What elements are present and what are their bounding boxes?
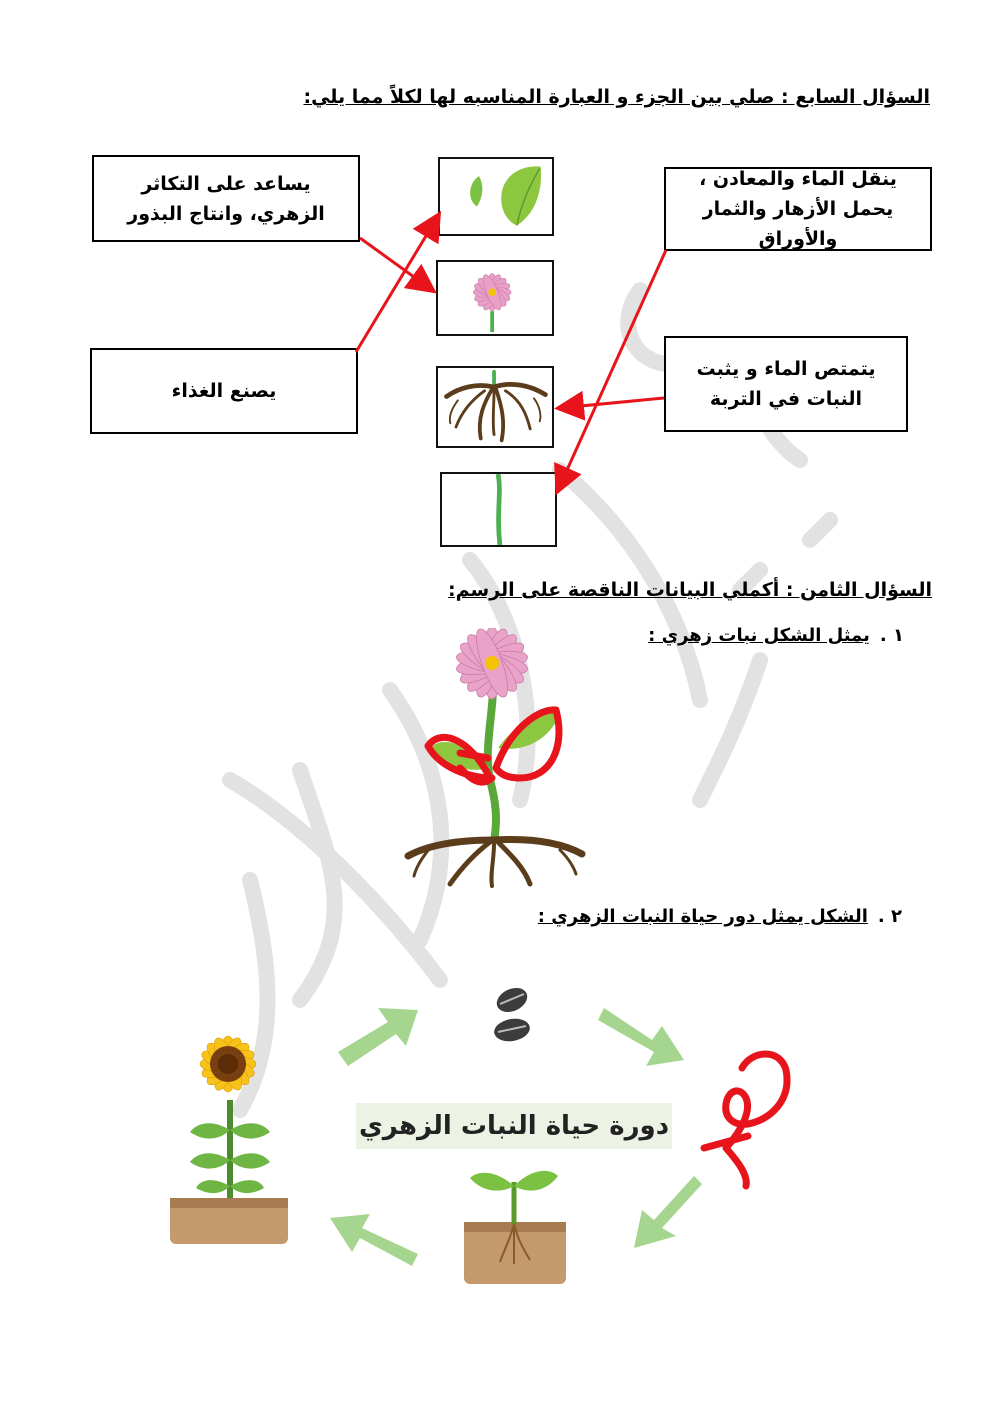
roots-picture[interactable] — [436, 366, 554, 448]
item-2-number: ٢ . — [877, 906, 902, 927]
life-cycle-label: دورة حياة النبات الزهري — [356, 1103, 672, 1149]
reproduction-statement-box[interactable] — [92, 155, 360, 242]
flower-icon — [438, 262, 552, 334]
seeds-icon — [492, 983, 531, 1044]
absorb-statement-box[interactable] — [664, 336, 908, 432]
item-1 — [648, 625, 904, 646]
question-7-title: السؤال السابع : صلي بين الجزء و العبارة المناسبه لها لكلاً مما يلي: — [303, 86, 930, 108]
plant-flower-icon — [455, 628, 529, 700]
absorb-statement: يتمتص الماء و يثبت النبات في التربة — [696, 358, 876, 410]
item-2 — [538, 906, 902, 927]
item-1-text: يمثل الشكل نبات زهري : — [648, 625, 870, 646]
transport-statement-box[interactable] — [664, 167, 932, 251]
seedling-icon — [464, 1171, 566, 1284]
flowering-plant-drawing — [400, 628, 590, 890]
stem-picture[interactable] — [440, 472, 557, 547]
leaf-icon — [440, 159, 552, 234]
reproduction-statement: يساعد على التكاثر الزهري، وانتاج البذور — [127, 172, 325, 225]
food-statement-box[interactable] — [90, 348, 358, 434]
plant-roots-icon — [408, 840, 582, 886]
leaf-picture[interactable] — [438, 157, 554, 236]
question-8-title: السؤال الثامن : أكملي البيانات الناقصة على الرسم: — [448, 579, 932, 601]
stem-icon — [442, 474, 555, 545]
food-statement: يصنع الغذاء — [171, 380, 277, 402]
roots-icon — [438, 368, 552, 446]
item-1-number: ١ . — [879, 625, 904, 646]
item-2-text: الشكل يمثل دور حياة النبات الزهري : — [537, 906, 868, 927]
flower-picture[interactable] — [436, 260, 554, 336]
red-handwritten-answer — [704, 1054, 787, 1186]
transport-statement: ينقل الماء والمعادن ، يحمل الأزهار والثمار والأوراق — [699, 168, 897, 250]
sunflower-icon — [170, 1035, 288, 1244]
